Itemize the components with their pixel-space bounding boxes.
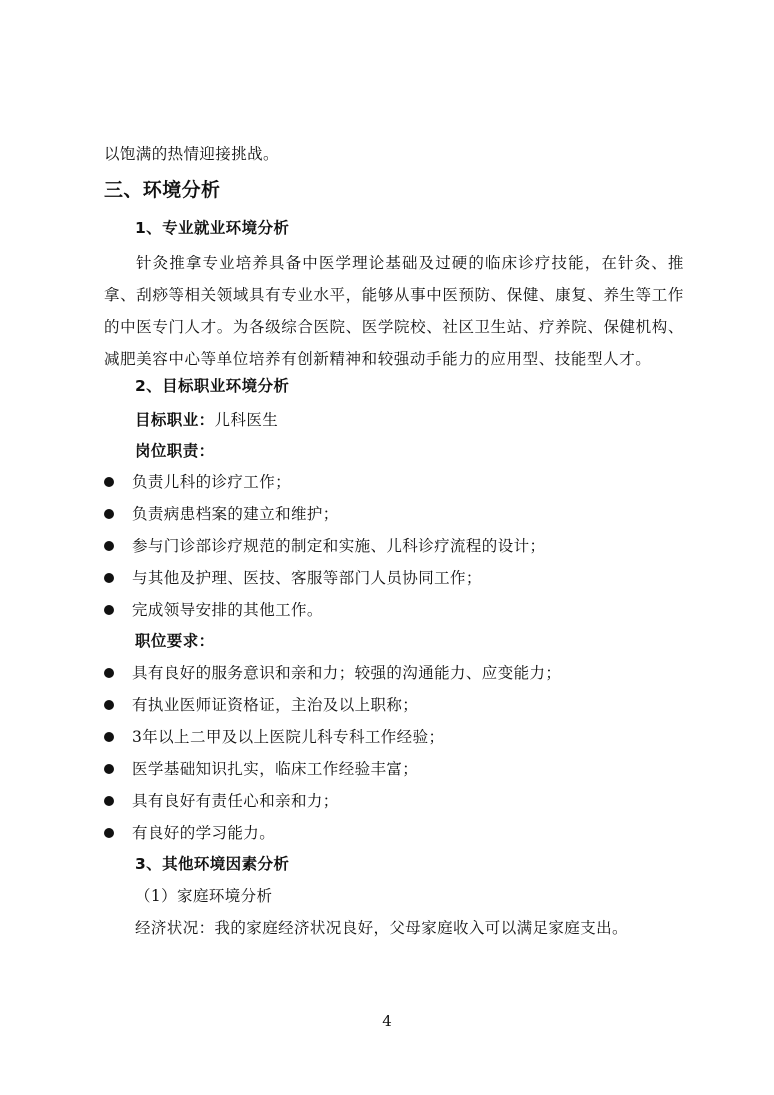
- bullet-icon: [104, 573, 114, 583]
- target-job-label: 目标职业：: [135, 411, 215, 429]
- subsection-2-title: 2、目标职业环境分析: [135, 377, 290, 395]
- subsection-1-title: 1、专业就业环境分析: [135, 219, 290, 237]
- subsection-3-title: 3、其他环境因素分析: [135, 855, 290, 873]
- bullet-icon: [104, 509, 114, 519]
- section-title: 三、环境分析: [104, 179, 221, 201]
- document-page: 以饱满的热情迎接挑战。 三、环境分析 1、专业就业环境分析 针灸推拿专业培养具备中医学理论基础及过硬的临床诊疗技能，在针灸、推拿、刮痧等相关领域具有专业水平，能够从事中医预防、保健、康复、养生等工作的中医专门人才。为各级综合医院、医学院校、社区卫生站、疗养院、保健机构、减肥美容中心等单位培养有创新精神和较强动手能力的应用型、技能型人才。 2、目标职业环境分析 目标职业：儿科医生 岗位职责： 负责儿科的诊疗工作； 负责病患档案的建立和维护； 参与门诊部诊疗规范的制定和实施、儿科诊疗流程的设计； 与其他及护理、医技、客服等部门人员协同工作； 完成领导安排的其他工作。 职位要求： 具有良好的服务意识和亲和力；较强的沟通能力、应变能力； 有执业医师证资格证，主治及以上职称； 3年以上二甲及以上医院儿科专科工作经验； 医学基础知识扎实，临床工作经验丰富； 具有良好有责任心和亲和力； 有良好的学习能力。 3、其他环境因素分析 （1）家庭环境分析 经济状况：我的家庭经济状况良好，父母家庭收入可以满足家庭支出。 4: [0, 0, 774, 1095]
- bullet-icon: [104, 605, 114, 615]
- duties-title: 岗位职责：: [135, 442, 215, 460]
- economy-line: 经济状况：我的家庭经济状况良好，父母家庭收入可以满足家庭支出。: [135, 919, 628, 937]
- target-job-line: [135, 410, 278, 430]
- bullet-icon: [104, 796, 114, 806]
- subsection-1-paragraph: 针灸推拿专业培养具备中医学理论基础及过硬的临床诊疗技能，在针灸、推拿、刮痧等相关领域具有专业水平，能够从事中医预防、保健、康复、养生等工作的中医专门人才。为各级综合医院、医学院校、社区卫生站、疗养院、保健机构、减肥美容中心等单位培养有创新精神和较强动手能力的应用型、技能型人才。: [104, 254, 684, 368]
- requirements-title: 职位要求：: [135, 632, 215, 650]
- bullet-icon: [104, 828, 114, 838]
- bullet-icon: [104, 700, 114, 710]
- page-number: 4: [382, 1012, 392, 1030]
- family-environment-title: （1）家庭环境分析: [135, 887, 273, 905]
- bullet-icon: [104, 668, 114, 678]
- bullet-icon: [104, 732, 114, 742]
- target-job-value: 儿科医生: [214, 411, 279, 429]
- bullet-icon: [104, 477, 114, 487]
- bullet-icon: [104, 764, 114, 774]
- intro-line: 以饱满的热情迎接挑战。: [104, 145, 279, 163]
- bullet-icon: [104, 541, 114, 551]
